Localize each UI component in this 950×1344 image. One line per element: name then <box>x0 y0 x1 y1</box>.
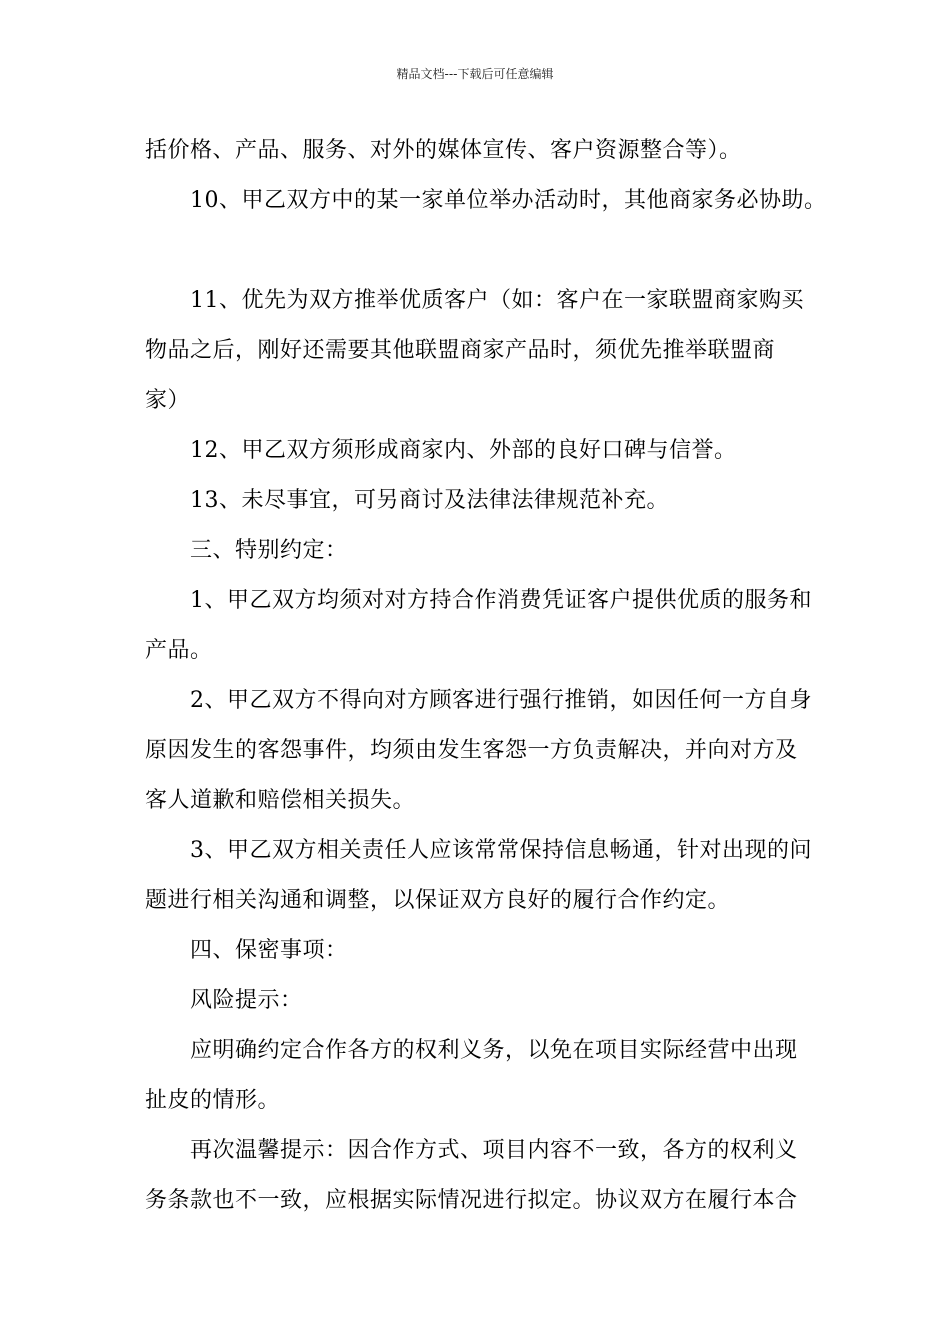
section-3-heading: 三、特别约定： <box>190 538 348 563</box>
risk-notice-heading: 风险提示： <box>190 988 303 1013</box>
reminder-line-1: 再次温馨提示：因合作方式、项目内容不一致，各方的权利义 <box>190 1138 798 1163</box>
clause-11-line-1: 11、优先为双方推举优质客户（如：客户在一家联盟商家购买 <box>190 288 804 313</box>
reminder-line-2: 务条款也不一致，应根据实际情况进行拟定。协议双方在履行本合 <box>145 1188 798 1213</box>
page-header: 精品文档---下载后可任意编辑 <box>396 67 554 81</box>
clause-11-line-2: 物品之后，刚好还需要其他联盟商家产品时，须优先推举联盟商 <box>145 338 776 363</box>
clause-13: 13、未尽事宜，可另商讨及法律法律规范补充。 <box>190 488 669 513</box>
special-1-line-2: 产品。 <box>145 638 213 663</box>
clause-11-line-3: 家） <box>145 388 191 413</box>
paragraph-line-1: 括价格、产品、服务、对外的媒体宣传、客户资源整合等）。 <box>145 138 742 163</box>
risk-notice-line-1: 应明确约定合作各方的权利义务，以免在项目实际经营中出现 <box>190 1038 798 1063</box>
special-1-line-1: 1、甲乙双方均须对对方持合作消费凭证客户提供优质的服务和 <box>190 588 812 613</box>
special-3-line-1: 3、甲乙双方相关责任人应该常常保持信息畅通，针对出现的问 <box>190 838 812 863</box>
special-2-line-2: 原因发生的客怨事件，均须由发生客怨一方负责解决，并向对方及 <box>145 738 798 763</box>
clause-12: 12、甲乙双方须形成商家内、外部的良好口碑与信誉。 <box>190 438 737 463</box>
section-4-heading: 四、保密事项： <box>190 938 348 963</box>
special-3-line-2: 题进行相关沟通和调整，以保证双方良好的履行合作约定。 <box>145 888 731 913</box>
clause-10: 10、甲乙双方中的某一家单位举办活动时，其他商家务必协助。 <box>190 188 827 213</box>
special-2-line-1: 2、甲乙双方不得向对方顾客进行强行推销，如因任何一方自身 <box>190 688 812 713</box>
risk-notice-line-2: 扯皮的情形。 <box>145 1088 281 1113</box>
special-2-line-3: 客人道歉和赔偿相关损失。 <box>145 788 416 813</box>
